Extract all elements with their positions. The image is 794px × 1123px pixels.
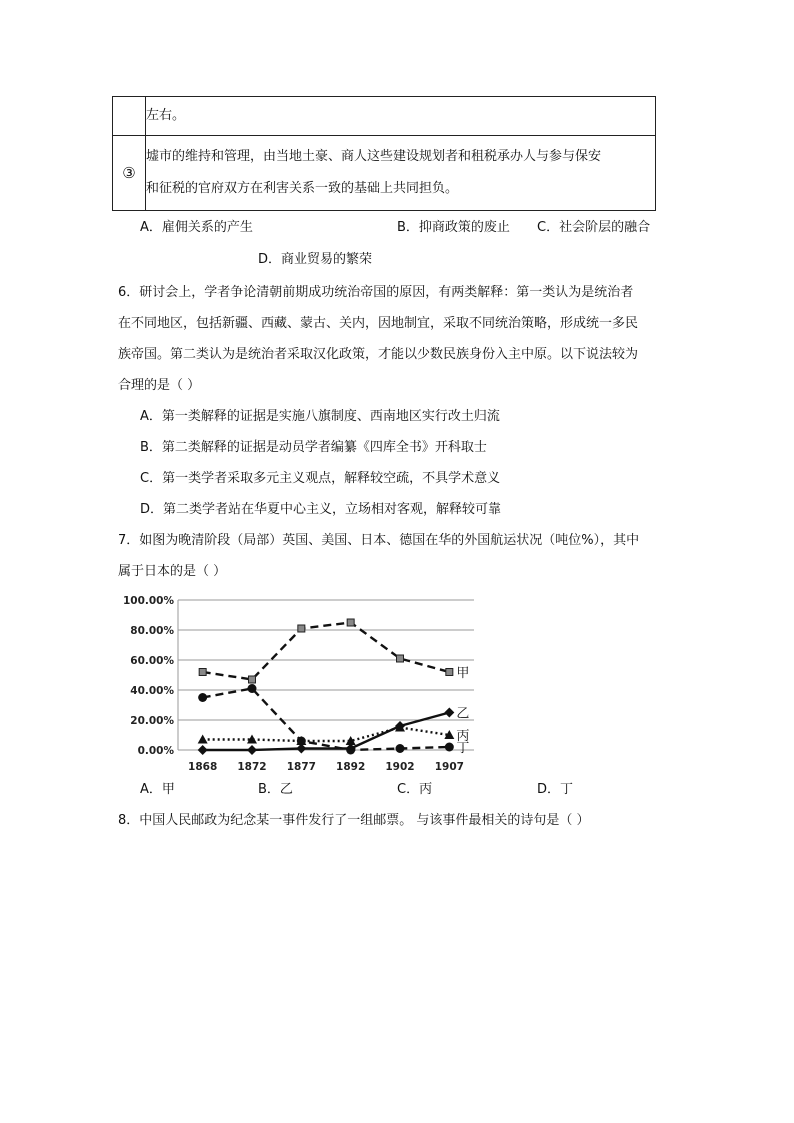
y-tick-label: 100.00%: [122, 595, 174, 607]
data-point-diamond: [198, 745, 208, 755]
row-number: [113, 97, 146, 136]
data-point-circle: [297, 737, 306, 746]
chart-markers: [198, 619, 455, 755]
q7-option-b: B．乙: [258, 782, 293, 797]
q8-stem: 8．中国人民邮政为纪念某一事件发行了一组邮票。 与该事件最相关的诗句是（ ）: [118, 813, 590, 828]
x-tick-label: 1872: [237, 761, 267, 773]
data-point-square: [199, 669, 206, 676]
series-line-circle: [203, 689, 450, 751]
row-number: ③: [113, 136, 146, 211]
q7-stem-line: 属于日本的是（ ）: [118, 564, 227, 579]
series-label: 丙: [456, 729, 470, 744]
data-point-triangle: [198, 735, 208, 744]
q6-option-c: C．第一类学者采取多元主义观点，解释较空疏，不具学术意义: [140, 471, 501, 486]
series-line-square: [203, 623, 450, 680]
q5-table: [112, 96, 656, 211]
chart-series-lines: [203, 623, 450, 751]
q5-option-c: C．社会阶层的融合: [537, 220, 651, 235]
q7-option-a: A．甲: [140, 782, 175, 797]
q5-option-b: B．抑商政策的废止: [397, 220, 510, 235]
series-label: 丁: [456, 741, 470, 756]
series-line-triangle: [203, 728, 450, 742]
row-text-line: 墟市的维持和管理，由当地土豪、商人这些建设规划者和租税承办人与参与保安: [146, 149, 602, 164]
x-tick-label: 1892: [336, 761, 366, 773]
series-label: 甲: [456, 666, 470, 681]
q6-option-d: D．第二类学者站在华夏中心主义，立场相对客观，解释较可靠: [140, 502, 502, 517]
data-point-circle: [346, 746, 355, 755]
q6-option-a: A．第一类解释的证据是实施八旗制度、西南地区实行改土归流: [140, 409, 500, 424]
q7-option-d: D．丁: [537, 782, 574, 797]
x-tick-label: 1877: [286, 761, 316, 773]
chart-axes: [123, 595, 464, 773]
data-point-circle: [198, 693, 207, 702]
data-point-square: [347, 619, 354, 626]
row-text: 左右。: [146, 97, 656, 136]
y-tick-label: 40.00%: [130, 685, 174, 697]
data-point-diamond: [247, 745, 257, 755]
y-tick-label: 0.00%: [137, 745, 174, 757]
q6-option-b: B．第二类解释的证据是动员学者编纂《四库全书》开科取士: [140, 440, 487, 455]
data-point-circle: [396, 744, 405, 753]
row-text: [146, 136, 656, 211]
data-point-diamond: [444, 708, 454, 718]
q6-stem-line: 在不同地区，包括新疆、西藏、蒙古、关内，因地制宜，采取不同统治策略，形成统一多民: [118, 316, 639, 331]
data-point-circle: [248, 684, 257, 693]
x-tick-label: 1907: [434, 761, 464, 773]
q7-option-c: C．丙: [397, 782, 433, 797]
table-row: [113, 136, 656, 211]
y-tick-label: 80.00%: [130, 625, 174, 637]
data-point-square: [446, 669, 453, 676]
data-point-square: [397, 655, 404, 662]
y-tick-label: 60.00%: [130, 655, 174, 667]
chart-labels: [456, 666, 469, 756]
q5-option-a: A．雇佣关系的产生: [140, 220, 253, 235]
shipping-line-chart: [116, 592, 486, 780]
y-tick-label: 20.00%: [130, 715, 174, 727]
series-label: 乙: [456, 706, 470, 722]
q6-stem-line: 合理的是（ ）: [118, 378, 201, 393]
data-point-square: [249, 676, 256, 683]
q7-stem-line: 7．如图为晚清阶段（局部）英国、美国、日本、德国在华的外国航运状况（吨位%），其中: [118, 533, 640, 548]
q5-option-d: D．商业贸易的繁荣: [258, 252, 373, 267]
x-tick-label: 1902: [385, 761, 415, 773]
row-text-line: 和征税的官府双方在利害关系一致的基础上共同担负。: [146, 181, 459, 196]
q6-stem-line: 6．研讨会上，学者争论清朝前期成功统治帝国的原因，有两类解释：第一类认为是统治者: [118, 285, 634, 300]
data-point-square: [298, 625, 305, 632]
data-point-circle: [445, 743, 454, 752]
q6-stem-line: 族帝国。第二类认为是统治者采取汉化政策，才能以少数民族身份入主中原。以下说法较为: [118, 347, 639, 362]
table-row: [113, 97, 656, 136]
x-tick-label: 1868: [188, 761, 218, 773]
